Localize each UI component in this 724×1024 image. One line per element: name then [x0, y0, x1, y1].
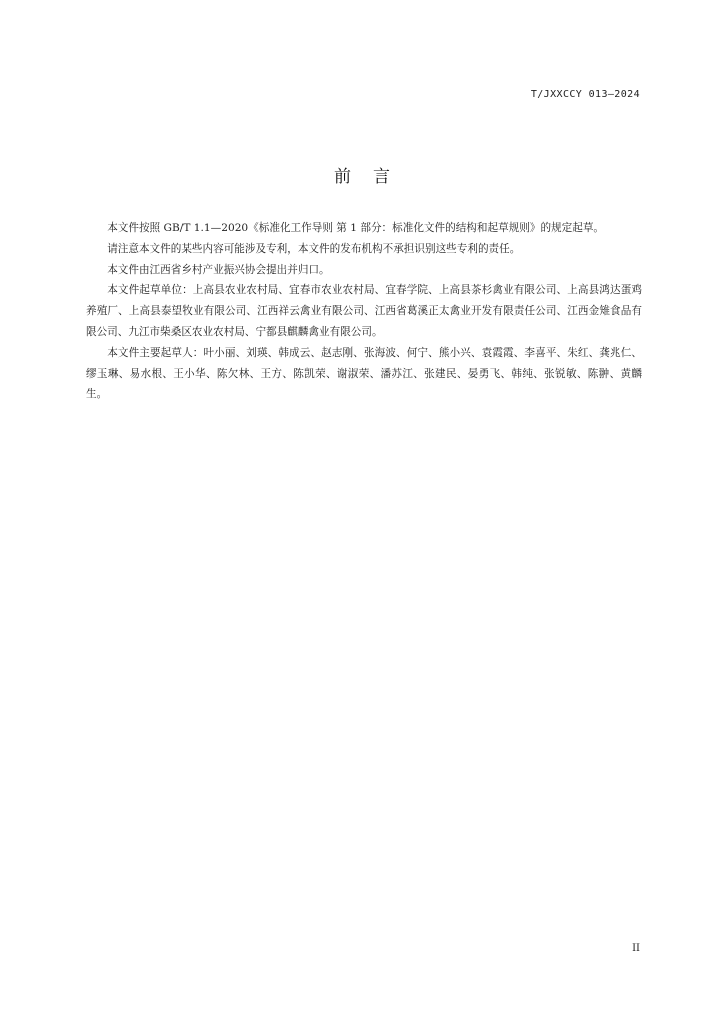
paragraph-main-drafters: 本文件主要起草人：叶小丽、刘瑛、韩成云、赵志刚、张海波、何宁、熊小兴、袁霞霞、李喜平、朱红、龚兆仁、缪玉琳、易水根、王小华、陈欠林、王方、陈凯荣、谢淑荣、潘苏江、张建民、晏勇飞、韩纯、张锐敏、陈翀、黄麟生。 [86, 346, 642, 401]
section-title: 前言 [334, 167, 412, 187]
page-number: II [632, 943, 640, 954]
foreword-body [86, 218, 642, 405]
paragraph-proposer: 本文件由江西省乡村产业振兴协会提出并归口。 [107, 263, 330, 276]
paragraph-drafting-rules: 本文件按照 GB/T 1.1—2020《标准化工作导则 第 1 部分：标准化文件的结构和起草规则》的规定起草。 [107, 222, 605, 234]
paragraph-drafting-units: 本文件起草单位：上高县农业农村局、宜春市农业农村局、宜春学院、上高县茶杉禽业有限公司、上高县鸿达蛋鸡养殖厂、上高县泰望牧业有限公司、江西祥云禽业有限公司、江西省葛溪正太禽业开发有限责任公司、江西金雉食品有限公司、九江市柴桑区农业农村局、宁都县麒麟禽业有限公司。 [86, 284, 642, 338]
paragraph-patent-notice: 请注意本文件的某些内容可能涉及专利，本文件的发布机构不承担识别这些专利的责任。 [107, 242, 521, 255]
document-code: T/JXXCCY 013—2024 [530, 89, 640, 100]
